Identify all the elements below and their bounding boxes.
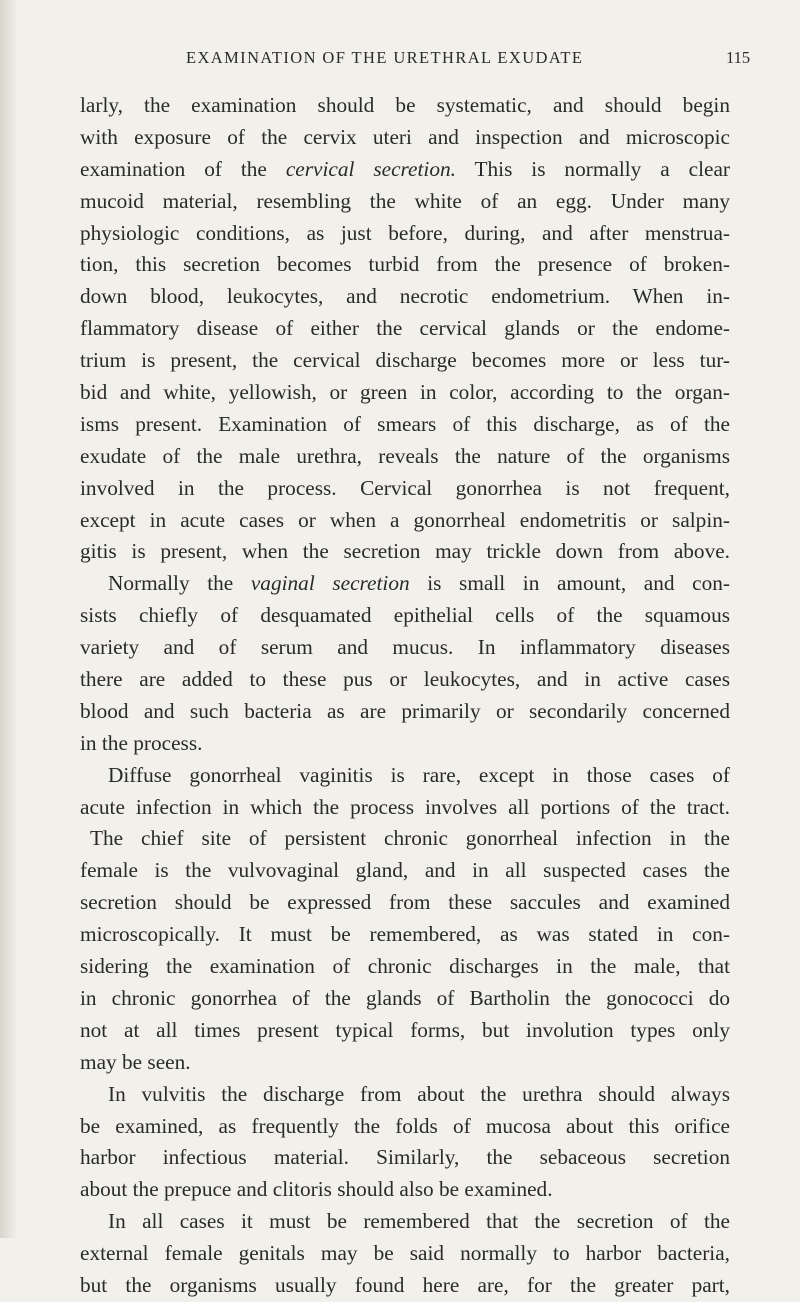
text-line: about the prepuce and clitoris should also be examined. xyxy=(80,1177,553,1202)
text-line: sists chiefly of desquamated epithelial cells of the squamous xyxy=(80,603,730,628)
page-edge-shadow xyxy=(0,0,18,1238)
text-line: trium is present, the cervical discharge becomes more or less tur- xyxy=(80,348,730,373)
text-line: down blood, leukocytes, and necrotic endometrium. When in- xyxy=(80,284,730,309)
text-line: In all cases it must be remembered that the secretion of the xyxy=(108,1209,730,1234)
text-line: involved in the process. Cervical gonorrhea is not frequent, xyxy=(80,475,730,500)
text-line: female is the vulvovaginal gland, and in all suspected cases the xyxy=(80,858,730,883)
text-line: flammatory disease of either the cervical glands or the endome- xyxy=(80,316,730,341)
text-line: bid and white, yellowish, or green in color, according to the organ- xyxy=(80,380,730,405)
text-line: except in acute cases or when a gonorrheal endometritis or salpin- xyxy=(80,507,730,532)
text-line: physiologic conditions, as just before, during, and after menstrua- xyxy=(80,220,730,245)
text-line: exudate of the male urethra, reveals the nature of the organisms xyxy=(80,443,730,468)
text-line: in chronic gonorrhea of the glands of Bartholin the gonococci do xyxy=(80,985,730,1010)
text-line: may be seen. xyxy=(80,1049,191,1074)
text-line: blood and such bacteria as are primarily or secondarily concerned xyxy=(80,698,730,723)
text-line: external female genitals may be said normally to harbor bacteria, xyxy=(80,1241,730,1266)
text-line: In vulvitis the discharge from about the urethra should always xyxy=(108,1081,730,1106)
text-line: mucoid material, resembling the white of an egg. Under many xyxy=(80,188,730,213)
text-line: tion, this secretion becomes turbid from the presence of broken- xyxy=(80,252,730,277)
text-line: Normally the vaginal secretion is small in amount, and con- xyxy=(108,571,730,596)
text-line: harbor infectious material. Similarly, the sebaceous secretion xyxy=(80,1145,730,1170)
body-text xyxy=(80,90,730,1302)
text-line: not at all times present typical forms, but involution types only xyxy=(80,1017,730,1042)
running-head-title: EXAMINATION OF THE URETHRAL EXUDATE xyxy=(186,48,584,67)
text-line: microscopically. It must be remembered, as was stated in con- xyxy=(80,922,730,947)
text-line: with exposure of the cervix uteri and inspection and microscopic xyxy=(80,124,730,149)
text-line: in the process. xyxy=(80,730,203,755)
text-line: larly, the examination should be systematic, and should begin xyxy=(80,93,730,117)
text-line: isms present. Examination of smears of this discharge, as of the xyxy=(80,411,730,436)
text-line: acute infection in which the process involves all portions of the tract. xyxy=(80,794,730,819)
text-line: variety and of serum and mucus. In inflammatory diseases xyxy=(80,635,730,660)
text-line: Diffuse gonorrheal vaginitis is rare, except in those cases of xyxy=(108,762,730,787)
text-line: examination of the cervical secretion. This is normally a clear xyxy=(80,156,731,181)
emphasis-cervical-secretion: cervical secretion. xyxy=(285,156,456,181)
text-line: secretion should be expressed from these saccules and examined xyxy=(80,890,730,915)
text-line: gitis is present, when the secretion may trickle down from above. xyxy=(80,539,730,564)
text-line: The chief site of persistent chronic gonorrheal infection in the xyxy=(90,826,730,851)
text-line: be examined, as frequently the folds of mucosa about this orifice xyxy=(80,1113,730,1138)
page-number: 115 xyxy=(726,48,751,67)
text-line: sidering the examination of chronic discharges in the male, that xyxy=(80,954,730,979)
text-line: but the organisms usually found here are, for the greater part, xyxy=(80,1272,730,1297)
emphasis-vaginal-secretion: vaginal secretion xyxy=(250,571,410,596)
running-head xyxy=(0,48,800,78)
text-line: there are added to these pus or leukocytes, and in active cases xyxy=(80,667,730,692)
